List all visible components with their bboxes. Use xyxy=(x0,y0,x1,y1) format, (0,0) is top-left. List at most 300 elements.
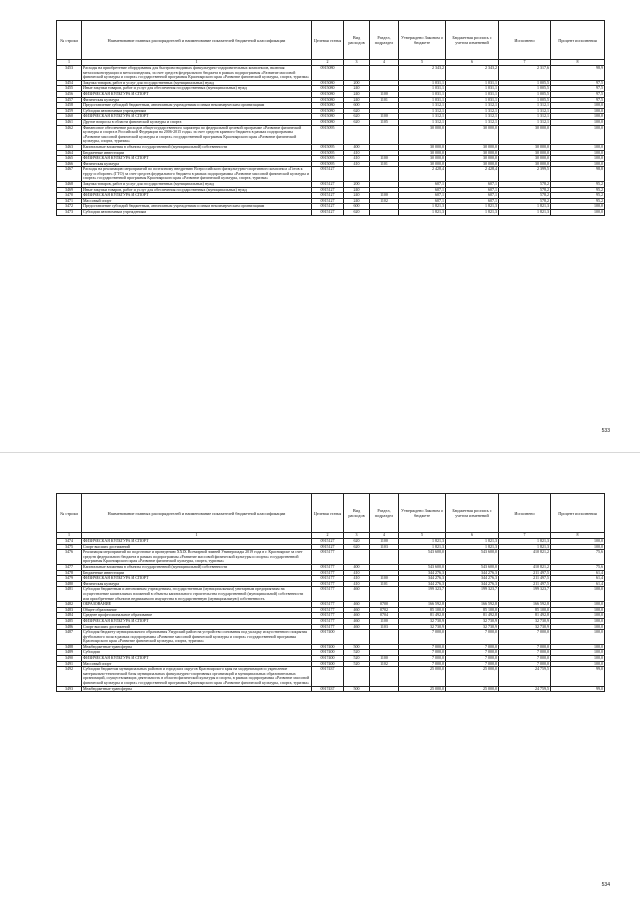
target-article-cell: 0915080 xyxy=(312,108,344,114)
column-number: 1 xyxy=(57,533,82,539)
target-article-cell: 0917400 xyxy=(312,644,344,650)
expense-type-cell: 520 xyxy=(344,656,370,662)
percent-cell: 98,8 xyxy=(551,167,605,182)
expense-type-cell: 460 xyxy=(344,607,370,613)
section-cell: 1103 xyxy=(370,624,399,630)
row-name-cell: Физическая культура xyxy=(82,97,312,103)
target-article-cell: 0915177 xyxy=(312,613,344,619)
row-name-cell: Субсидии бюджетным и автономным учреждениям, государственным (муниципальным) унитарным предприятиям на осуществление капитальных вложений в объекты капитального строительства государственной (муниципальной) собственности или приобретение объектов недвижимого имущества в государственную (муниципальную) собственность xyxy=(82,587,312,602)
approved-amount-cell: 7 000,0 xyxy=(399,650,446,656)
percent-cell: 95,2 xyxy=(551,193,605,199)
row-name-cell: Капитальные вложения в объекты государственной (муниципальной) собственности xyxy=(82,144,312,150)
executed-amount-cell: 578,2 xyxy=(499,193,551,199)
budget-list-amount-cell: 344 276,3 xyxy=(446,581,499,587)
table-row xyxy=(57,210,605,216)
executed-amount-cell: 199 323,7 xyxy=(499,587,551,602)
expense-type-cell: 520 xyxy=(344,650,370,656)
percent-cell: 97,5 xyxy=(551,91,605,97)
column-number: 5 xyxy=(399,533,446,539)
approved-amount-cell: 1 821,3 xyxy=(399,210,446,216)
section-cell xyxy=(370,667,399,686)
row-name-cell: Иные закупки товаров, работ и услуг для обеспечения государственных (муниципальных) нужд xyxy=(82,187,312,193)
target-article-cell: 0915080 xyxy=(312,91,344,97)
row-number-cell: 3485 xyxy=(57,618,82,624)
row-name-cell: Иные закупки товаров, работ и услуг для обеспечения государственных (муниципальных) нужд xyxy=(82,86,312,92)
expense-type-cell: 410 xyxy=(344,161,370,167)
executed-amount-cell: 211 497,5 xyxy=(499,570,551,576)
executed-amount-cell: 1 005,5 xyxy=(499,91,551,97)
expense-type-cell: 620 xyxy=(344,114,370,120)
header-section: Раздел, подраздел xyxy=(370,21,399,60)
executed-amount-cell: 7 000,0 xyxy=(499,630,551,645)
target-article-cell: 0915095 xyxy=(312,125,344,144)
section-cell: 1102 xyxy=(370,661,399,667)
section-cell: 1103 xyxy=(370,544,399,550)
approved-amount-cell: 2 428,4 xyxy=(399,167,446,182)
expense-type-cell: 410 xyxy=(344,150,370,156)
executed-amount-cell: 1 312,1 xyxy=(499,103,551,109)
table-body xyxy=(57,66,605,216)
budget-list-amount-cell: 7 000,0 xyxy=(446,644,499,650)
row-number-cell: 3478 xyxy=(57,570,82,576)
approved-amount-cell: 1 821,3 xyxy=(399,204,446,210)
row-name-cell: ФИЗИЧЕСКАЯ КУЛЬТУРА И СПОРТ xyxy=(82,91,312,97)
budget-list-amount-cell: 85 100,0 xyxy=(446,607,499,613)
header-row-number: № строки xyxy=(57,21,82,60)
header-expense-type: Вид расходов xyxy=(344,494,370,533)
approved-amount-cell: 607,1 xyxy=(399,187,446,193)
header-executed: Исполнено xyxy=(499,494,551,533)
target-article-cell: 0917437 xyxy=(312,686,344,692)
table-row xyxy=(57,550,605,565)
percent-cell: 100,0 xyxy=(551,661,605,667)
column-number: 1 xyxy=(82,60,312,66)
row-number-cell: 3490 xyxy=(57,656,82,662)
expense-type-cell xyxy=(344,630,370,645)
approved-amount-cell: 1 031,1 xyxy=(399,97,446,103)
approved-amount-cell: 25 000,0 xyxy=(399,686,446,692)
budget-table xyxy=(56,493,605,692)
target-article-cell: 0915177 xyxy=(312,602,344,608)
approved-amount-cell: 344 276,3 xyxy=(399,570,446,576)
row-name-cell: ОБРАЗОВАНИЕ xyxy=(82,602,312,608)
row-name-cell: Спорт высших достижений xyxy=(82,544,312,550)
row-name-cell: ФИЗИЧЕСКАЯ КУЛЬТУРА И СПОРТ xyxy=(82,114,312,120)
approved-amount-cell: 30 000,0 xyxy=(399,144,446,150)
executed-amount-cell: 24 759,5 xyxy=(499,667,551,686)
target-article-cell: 0915080 xyxy=(312,66,344,81)
approved-amount-cell: 32 730,9 xyxy=(399,624,446,630)
target-article-cell: 0915127 xyxy=(312,198,344,204)
document-page-534 xyxy=(0,453,640,905)
row-number-cell: 3468 xyxy=(57,182,82,188)
row-name-cell: ФИЗИЧЕСКАЯ КУЛЬТУРА И СПОРТ xyxy=(82,656,312,662)
row-name-cell: Физическая культура xyxy=(82,161,312,167)
percent-cell: 100,0 xyxy=(551,624,605,630)
row-number-cell: 3484 xyxy=(57,613,82,619)
row-number-cell: 3487 xyxy=(57,630,82,645)
target-article-cell: 0915127 xyxy=(312,204,344,210)
budget-list-amount-cell: 1 031,1 xyxy=(446,97,499,103)
approved-amount-cell: 607,1 xyxy=(399,198,446,204)
row-name-cell: Закупка товаров, работ и услуг для государственных (муниципальных) нужд xyxy=(82,182,312,188)
budget-list-amount-cell: 1 031,1 xyxy=(446,91,499,97)
row-number-cell: 3456 xyxy=(57,91,82,97)
percent-cell: 100,0 xyxy=(551,656,605,662)
row-name-cell: Межбюджетные трансферты xyxy=(82,644,312,650)
row-name-cell: Капитальные вложения в объекты государственной (муниципальной) собственности xyxy=(82,564,312,570)
row-number-cell: 3480 xyxy=(57,581,82,587)
percent-cell: 100,0 xyxy=(551,150,605,156)
row-name-cell: Предоставление субсидий бюджетным, автономным учреждениям и иным некоммерческим организациям xyxy=(82,103,312,109)
approved-amount-cell: 25 000,0 xyxy=(399,667,446,686)
executed-amount-cell: 410 821,2 xyxy=(499,564,551,570)
target-article-cell: 0917400 xyxy=(312,630,344,645)
percent-cell: 100,0 xyxy=(551,144,605,150)
executed-amount-cell: 1 821,3 xyxy=(499,539,551,545)
budget-list-amount-cell: 25 000,0 xyxy=(446,686,499,692)
executed-amount-cell: 1 821,3 xyxy=(499,210,551,216)
column-number: 4 xyxy=(370,60,399,66)
row-number-cell: 3455 xyxy=(57,86,82,92)
percent-cell: 98,9 xyxy=(551,66,605,81)
row-number-cell: 3482 xyxy=(57,602,82,608)
section-cell xyxy=(370,66,399,81)
expense-type-cell: 410 xyxy=(344,570,370,576)
executed-amount-cell: 30 000,0 xyxy=(499,161,551,167)
section-cell: 1100 xyxy=(370,656,399,662)
approved-amount-cell: 30 000,0 xyxy=(399,125,446,144)
approved-amount-cell: 1 312,1 xyxy=(399,114,446,120)
budget-list-amount-cell: 2 428,4 xyxy=(446,167,499,182)
section-cell: 1100 xyxy=(370,114,399,120)
target-article-cell: 0915080 xyxy=(312,119,344,125)
section-cell xyxy=(370,167,399,182)
expense-type-cell: 460 xyxy=(344,602,370,608)
expense-type-cell xyxy=(344,125,370,144)
approved-amount-cell: 7 000,0 xyxy=(399,656,446,662)
executed-amount-cell: 1 312,1 xyxy=(499,114,551,120)
row-name-cell: Общее образование xyxy=(82,607,312,613)
header-budget-list: Бюджетная роспись с учетом изменений xyxy=(446,494,499,533)
percent-cell: 95,2 xyxy=(551,182,605,188)
header-target-article: Целевая статья xyxy=(312,21,344,60)
row-number-cell: 3475 xyxy=(57,544,82,550)
target-article-cell: 0915095 xyxy=(312,161,344,167)
target-article-cell: 0915127 xyxy=(312,167,344,182)
expense-type-cell: 240 xyxy=(344,97,370,103)
approved-amount-cell: 607,1 xyxy=(399,193,446,199)
approved-amount-cell: 7 000,0 xyxy=(399,661,446,667)
table-row xyxy=(57,686,605,692)
budget-list-amount-cell: 543 600,0 xyxy=(446,564,499,570)
percent-cell: 61,4 xyxy=(551,576,605,582)
budget-list-amount-cell: 32 730,9 xyxy=(446,624,499,630)
column-number: 6 xyxy=(446,60,499,66)
row-name-cell: Другие вопросы в области физической культуры и спорта xyxy=(82,119,312,125)
percent-cell: 100,0 xyxy=(551,210,605,216)
row-name-cell: Субсидии xyxy=(82,650,312,656)
executed-amount-cell: 578,2 xyxy=(499,182,551,188)
budget-list-amount-cell: 607,1 xyxy=(446,187,499,193)
approved-amount-cell: 30 000,0 xyxy=(399,156,446,162)
header-executed: Исполнено xyxy=(499,21,551,60)
executed-amount-cell: 7 000,0 xyxy=(499,650,551,656)
percent-cell: 100,0 xyxy=(551,156,605,162)
column-number: 3 xyxy=(344,60,370,66)
approved-amount-cell: 543 600,0 xyxy=(399,564,446,570)
target-article-cell: 0917400 xyxy=(312,661,344,667)
expense-type-cell: 620 xyxy=(344,210,370,216)
target-article-cell: 0915177 xyxy=(312,564,344,570)
row-number-cell: 3469 xyxy=(57,187,82,193)
executed-amount-cell: 7 000,0 xyxy=(499,661,551,667)
row-number-cell: 3464 xyxy=(57,150,82,156)
approved-amount-cell: 32 730,9 xyxy=(399,618,446,624)
row-number-cell: 3479 xyxy=(57,576,82,582)
executed-amount-cell: 211 497,5 xyxy=(499,576,551,582)
percent-cell: 100,0 xyxy=(551,108,605,114)
approved-amount-cell: 81 492,8 xyxy=(399,613,446,619)
target-article-cell: 0915177 xyxy=(312,570,344,576)
row-name-cell: Финансовое обеспечение расходов общегосударственного характера по федеральной целевой программе «Развитие физической культуры и спорта в Российской Федерации на 2006-2015 годы» за счет средств краевого бюджета в рамках подпрограммы «Развитие массовой физической культуры и спорта» государственной программы Красноярского края «Развитие физической культуры, спорта, туризма» xyxy=(82,125,312,144)
row-number-cell: 3467 xyxy=(57,167,82,182)
expense-type-cell xyxy=(344,66,370,81)
percent-cell: 100,0 xyxy=(551,618,605,624)
target-article-cell: 0915080 xyxy=(312,97,344,103)
header-name: Наименование главных распорядителей и наименование показателей бюджетной классификации xyxy=(82,494,312,533)
column-number: 1 xyxy=(57,60,82,66)
percent-cell: 100,0 xyxy=(551,539,605,545)
budget-list-amount-cell: 607,1 xyxy=(446,182,499,188)
budget-list-amount-cell: 30 000,0 xyxy=(446,150,499,156)
row-name-cell: Массовый спорт xyxy=(82,198,312,204)
executed-amount-cell: 30 000,0 xyxy=(499,144,551,150)
expense-type-cell: 240 xyxy=(344,86,370,92)
percent-cell: 75,6 xyxy=(551,564,605,570)
approved-amount-cell: 1 821,3 xyxy=(399,544,446,550)
row-number-cell: 3458 xyxy=(57,103,82,109)
budget-list-amount-cell: 1 821,3 xyxy=(446,204,499,210)
section-cell: 1100 xyxy=(370,91,399,97)
executed-amount-cell: 32 730,9 xyxy=(499,624,551,630)
expense-type-cell: 200 xyxy=(344,80,370,86)
row-number-cell: 3457 xyxy=(57,97,82,103)
table-row xyxy=(57,66,605,81)
budget-list-amount-cell: 7 000,0 xyxy=(446,630,499,645)
executed-amount-cell: 1 821,3 xyxy=(499,204,551,210)
budget-list-amount-cell: 7 000,0 xyxy=(446,650,499,656)
row-name-cell: ФИЗИЧЕСКАЯ КУЛЬТУРА И СПОРТ xyxy=(82,618,312,624)
row-number-cell: 3472 xyxy=(57,204,82,210)
expense-type-cell: 600 xyxy=(344,204,370,210)
target-article-cell: 0915095 xyxy=(312,150,344,156)
budget-list-amount-cell: 344 276,3 xyxy=(446,570,499,576)
section-cell: 1100 xyxy=(370,539,399,545)
expense-type-cell: 500 xyxy=(344,686,370,692)
row-name-cell: Физическая культура xyxy=(82,581,312,587)
target-article-cell: 0915127 xyxy=(312,187,344,193)
row-number-cell: 3461 xyxy=(57,119,82,125)
approved-amount-cell: 85 100,0 xyxy=(399,607,446,613)
row-name-cell: Реализация мероприятий по подготовке и проведению XXIX Всемирной зимней Универсиады 2019 года в г. Красноярске за счет средств федерального бюджета в рамках подпрограммы «Развитие массовой физической культуры и спорта» государственной программы Красноярского края «Развитие физической культуры, спорта, туризма» xyxy=(82,550,312,565)
executed-amount-cell: 578,2 xyxy=(499,198,551,204)
budget-list-amount-cell: 1 312,1 xyxy=(446,103,499,109)
expense-type-cell: 460 xyxy=(344,618,370,624)
budget-list-amount-cell: 344 276,3 xyxy=(446,576,499,582)
percent-cell: 100,0 xyxy=(551,613,605,619)
expense-type-cell: 410 xyxy=(344,581,370,587)
row-name-cell: Бюджетные инвестиции xyxy=(82,570,312,576)
percent-cell: 100,0 xyxy=(551,125,605,144)
expense-type-cell xyxy=(344,667,370,686)
column-number: 7 xyxy=(499,533,551,539)
budget-list-amount-cell: 1 312,1 xyxy=(446,108,499,114)
target-article-cell: 0917400 xyxy=(312,656,344,662)
budget-list-amount-cell: 7 000,0 xyxy=(446,656,499,662)
row-name-cell: ФИЗИЧЕСКАЯ КУЛЬТУРА И СПОРТ xyxy=(82,193,312,199)
approved-amount-cell: 7 000,0 xyxy=(399,630,446,645)
approved-amount-cell: 2 343,2 xyxy=(399,66,446,81)
header-target-article: Целевая статья xyxy=(312,494,344,533)
percent-cell: 99,0 xyxy=(551,686,605,692)
percent-cell: 61,4 xyxy=(551,581,605,587)
target-article-cell: 0915080 xyxy=(312,80,344,86)
row-number-cell: 3462 xyxy=(57,125,82,144)
percent-cell: 97,5 xyxy=(551,97,605,103)
budget-list-amount-cell: 1 312,1 xyxy=(446,114,499,120)
expense-type-cell: 410 xyxy=(344,156,370,162)
column-number: 4 xyxy=(370,533,399,539)
row-name-cell: Субсидии автономным учреждениям xyxy=(82,210,312,216)
percent-cell: 99,0 xyxy=(551,667,605,686)
approved-amount-cell: 607,1 xyxy=(399,182,446,188)
row-number-cell: 3453 xyxy=(57,66,82,81)
approved-amount-cell: 1 031,1 xyxy=(399,86,446,92)
row-name-cell: Субсидии бюджетам муниципальных районов и городских округов Красноярского края на модернизацию и укрепление материально-технической базы муниципальных физкультурно-спортивных организаций и муниципальных образовательных организаций, осуществляющих деятельность в области физической культуры и спорта, в рамках подпрограммы «Развитие массовой физической культуры и спорта» государственной программы Красноярского края «Развитие физической культуры, спорта, туризма» xyxy=(82,667,312,686)
row-number-cell: 3486 xyxy=(57,624,82,630)
document-page-533 xyxy=(0,0,640,452)
executed-amount-cell: 7 000,0 xyxy=(499,656,551,662)
executed-amount-cell: 32 730,9 xyxy=(499,618,551,624)
header-budget-list: Бюджетная роспись с учетом изменений xyxy=(446,21,499,60)
header-percent: Процент исполнения xyxy=(551,21,605,60)
section-cell xyxy=(370,587,399,602)
row-number-cell: 3481 xyxy=(57,587,82,602)
budget-table xyxy=(56,20,605,216)
target-article-cell: 0917400 xyxy=(312,650,344,656)
row-number-cell: 3476 xyxy=(57,550,82,565)
table-body xyxy=(57,539,605,692)
section-cell: 1100 xyxy=(370,193,399,199)
executed-amount-cell: 1 005,5 xyxy=(499,97,551,103)
header-row-number: № строки xyxy=(57,494,82,533)
percent-cell: 97,5 xyxy=(551,86,605,92)
percent-cell: 100,0 xyxy=(551,650,605,656)
row-number-cell: 3483 xyxy=(57,607,82,613)
percent-cell: 61,4 xyxy=(551,570,605,576)
row-number-cell: 3477 xyxy=(57,564,82,570)
row-number-cell: 3470 xyxy=(57,193,82,199)
percent-cell: 100,0 xyxy=(551,204,605,210)
section-cell: 0700 xyxy=(370,602,399,608)
row-number-cell: 3474 xyxy=(57,539,82,545)
percent-cell: 100,0 xyxy=(551,644,605,650)
executed-amount-cell: 2 399,5 xyxy=(499,167,551,182)
budget-list-amount-cell: 543 600,0 xyxy=(446,550,499,565)
column-number: 3 xyxy=(344,533,370,539)
executed-amount-cell: 211 497,5 xyxy=(499,581,551,587)
target-article-cell: 0915127 xyxy=(312,182,344,188)
section-cell: 1101 xyxy=(370,581,399,587)
expense-type-cell: 460 xyxy=(344,624,370,630)
approved-amount-cell: 344 276,3 xyxy=(399,576,446,582)
column-number: 2 xyxy=(312,533,344,539)
budget-list-amount-cell: 199 323,7 xyxy=(446,587,499,602)
approved-amount-cell: 1 312,1 xyxy=(399,103,446,109)
page-number: 534 xyxy=(601,882,610,888)
target-article-cell: 0915177 xyxy=(312,618,344,624)
approved-amount-cell: 1 031,1 xyxy=(399,80,446,86)
executed-amount-cell: 7 000,0 xyxy=(499,644,551,650)
target-article-cell: 0915177 xyxy=(312,550,344,565)
expense-type-cell: 240 xyxy=(344,91,370,97)
row-name-cell: Расходы на приобретение оборудования для быстровозводимых физкультурно-оздоровительных комплексов, включая металлоконструкции и металлоизделия, за счет средств федерального бюджета в рамках подпрограммы «Развитие массовой физической культуры и спорта» государственной программы Красноярского края «Развитие физической культуры, спорта, туризма» xyxy=(82,66,312,81)
row-name-cell: Расходы на реализацию мероприятий по поэтапному внедрению Всероссийского физкультурно-спортивного комплекса «Готов к труду и обороне» (ГТО) за счет средств федерального бюджета в рамках подпрограммы «Развитие массовой физической культуры и спорта» государственной программы Красноярского края «Развитие физической культуры, спорта, туризма» xyxy=(82,167,312,182)
budget-list-amount-cell: 1 821,3 xyxy=(446,210,499,216)
budget-list-amount-cell: 2 343,2 xyxy=(446,66,499,81)
column-number: 1 xyxy=(82,533,312,539)
budget-list-amount-cell: 30 000,0 xyxy=(446,156,499,162)
expense-type-cell: 240 xyxy=(344,198,370,204)
row-name-cell: ФИЗИЧЕСКАЯ КУЛЬТУРА И СПОРТ xyxy=(82,156,312,162)
row-number-cell: 3471 xyxy=(57,198,82,204)
section-cell xyxy=(370,125,399,144)
percent-cell: 97,5 xyxy=(551,80,605,86)
target-article-cell: 0915095 xyxy=(312,144,344,150)
expense-type-cell xyxy=(344,167,370,182)
section-cell: 1101 xyxy=(370,161,399,167)
column-number: 8 xyxy=(551,533,605,539)
approved-amount-cell: 199 323,7 xyxy=(399,587,446,602)
budget-list-amount-cell: 607,1 xyxy=(446,193,499,199)
row-number-cell: 3493 xyxy=(57,686,82,692)
section-cell: 0702 xyxy=(370,607,399,613)
section-cell: 1100 xyxy=(370,618,399,624)
column-number: 5 xyxy=(399,60,446,66)
target-article-cell: 0915080 xyxy=(312,103,344,109)
executed-amount-cell: 578,2 xyxy=(499,187,551,193)
header-approved-by-law: Утверждено Законом о бюджете xyxy=(399,21,446,60)
table-row xyxy=(57,167,605,182)
header-approved-by-law: Утверждено Законом о бюджете xyxy=(399,494,446,533)
row-name-cell: Массовый спорт xyxy=(82,661,312,667)
approved-amount-cell: 1 031,1 xyxy=(399,91,446,97)
target-article-cell: 0915177 xyxy=(312,607,344,613)
row-number-cell: 3463 xyxy=(57,144,82,150)
approved-amount-cell: 30 000,0 xyxy=(399,161,446,167)
row-number-cell: 3459 xyxy=(57,108,82,114)
header-percent: Процент исполнения xyxy=(551,494,605,533)
approved-amount-cell: 7 000,0 xyxy=(399,644,446,650)
percent-cell: 95,2 xyxy=(551,187,605,193)
target-article-cell: 0915177 xyxy=(312,587,344,602)
executed-amount-cell: 1 005,5 xyxy=(499,86,551,92)
executed-amount-cell: 1 821,3 xyxy=(499,544,551,550)
header-section: Раздел, подраздел xyxy=(370,494,399,533)
target-article-cell: 0915127 xyxy=(312,193,344,199)
section-cell xyxy=(370,686,399,692)
